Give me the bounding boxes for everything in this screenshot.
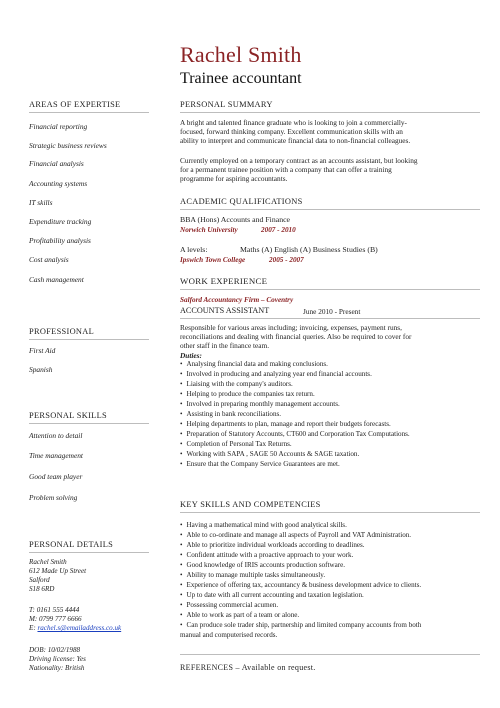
divider bbox=[180, 318, 480, 319]
expertise-item: Accounting systems bbox=[29, 179, 88, 188]
skill-item: Good team player bbox=[29, 472, 83, 481]
college-years: 2005 - 2007 bbox=[269, 256, 304, 264]
address-line: Salford bbox=[29, 576, 50, 584]
duty-item: • Analysing financial data and making conclusions. bbox=[180, 360, 328, 368]
skill-item: Attention to detail bbox=[29, 431, 83, 440]
divider bbox=[29, 339, 149, 340]
alevels-label: A levels: bbox=[180, 245, 208, 254]
summary-line: focused, forward thinking company. Excellent communication skills with an bbox=[180, 127, 403, 136]
driving-license: Driving license: Yes bbox=[29, 655, 86, 663]
summary-line: for a permanent trainee position with a company that can offer a training bbox=[180, 165, 392, 174]
email-prefix: E: bbox=[29, 624, 38, 632]
expertise-item: Financial analysis bbox=[29, 159, 84, 168]
address-line: S18 6RD bbox=[29, 585, 55, 593]
college: Ipswich Town College bbox=[180, 256, 246, 264]
expertise-item: Strategic business reviews bbox=[29, 141, 107, 150]
key-skill-item: • Experience of offering tax, accountancy & business development advice to clients. bbox=[180, 581, 421, 589]
duty-item: • Helping departments to plan, manage and report their budgets forecasts. bbox=[180, 420, 391, 428]
key-skill-item: • Ability to manage multiple tasks simultaneously. bbox=[180, 571, 325, 579]
qualifications-heading: ACADEMIC QUALIFICATIONS bbox=[180, 197, 303, 206]
experience-line: other staff in the finance team. bbox=[180, 341, 270, 350]
experience-line: Responsible for various areas including; invoicing, expenses, payment runs, bbox=[180, 323, 402, 332]
experience-line: reconciliations and dealing with financial queries. Also be required to cover for bbox=[180, 332, 412, 341]
duty-item: • Completion of Personal Tax Returns. bbox=[180, 440, 292, 448]
summary-line: A bright and talented finance graduate who is looking to join a commercially- bbox=[180, 118, 407, 127]
email-link[interactable]: rachel.s@emailaddress.co.uk bbox=[37, 624, 122, 632]
key-skill-item: • Possessing commercial acumen. bbox=[180, 601, 278, 609]
divider bbox=[180, 112, 480, 113]
candidate-name: Rachel Smith bbox=[180, 42, 302, 67]
degree: BBA (Hons) Accounts and Finance bbox=[180, 215, 291, 224]
key-skill-item: • Confident attitude with a proactive approach to your work. bbox=[180, 551, 353, 559]
duty-item: • Working with SAPA , SAGE 50 Accounts & SAGE taxation. bbox=[180, 450, 359, 458]
summary-line: ability to interpret and communicate financial data to non-financial colleagues. bbox=[180, 136, 411, 145]
duty-item: • Helping to produce the companies tax return. bbox=[180, 390, 315, 398]
duty-item: • Liaising with the company's auditors. bbox=[180, 380, 293, 388]
key-skills-heading: KEY SKILLS AND COMPETENCIES bbox=[180, 500, 321, 509]
key-skill-item: • Can produce sole trader ship, partnership and limited company accounts from both bbox=[180, 621, 421, 629]
summary-heading: PERSONAL SUMMARY bbox=[180, 100, 273, 109]
divider bbox=[29, 423, 149, 424]
professional-item: Spanish bbox=[29, 365, 53, 374]
key-skill-item: • Good knowledge of IRIS accounts production software. bbox=[180, 561, 345, 569]
expertise-item: Profitability analysis bbox=[29, 236, 91, 245]
key-skill-continuation: manual and computerised records. bbox=[180, 631, 278, 639]
professional-item: First Aid bbox=[29, 346, 56, 355]
skill-item: Time management bbox=[29, 451, 83, 460]
employer: Salford Accountancy Firm – Coventry bbox=[180, 296, 294, 304]
expertise-heading: AREAS OF EXPERTISE bbox=[29, 100, 121, 109]
personal-skills-heading: PERSONAL SKILLS bbox=[29, 411, 107, 420]
role-dates: June 2010 - Present bbox=[303, 307, 361, 316]
duties-label: Duties: bbox=[180, 351, 202, 360]
key-skill-item: • Having a mathematical mind with good analytical skills. bbox=[180, 521, 347, 529]
duty-item: • Involved in producing and analyzing year end financial accounts. bbox=[180, 370, 372, 378]
mobile: M: 0799 777 6666 bbox=[29, 615, 82, 623]
experience-heading: WORK EXPERIENCE bbox=[180, 276, 268, 286]
divider bbox=[180, 654, 480, 655]
nationality: Nationality: British bbox=[29, 664, 85, 672]
role: ACCOUNTS ASSISTANT bbox=[180, 306, 270, 315]
divider bbox=[29, 552, 149, 553]
dob: DOB: 10/02/1988 bbox=[29, 646, 81, 654]
address-line: Rachel Smith bbox=[29, 558, 67, 566]
university: Norwich University bbox=[180, 226, 238, 234]
alevels: Maths (A) English (A) Business Studies (B) bbox=[240, 245, 378, 254]
divider bbox=[180, 512, 480, 513]
personal-details-heading: PERSONAL DETAILS bbox=[29, 540, 114, 549]
expertise-item: IT skills bbox=[29, 198, 53, 207]
divider bbox=[29, 112, 149, 113]
duty-item: • Ensure that the Company Service Guarantees are met. bbox=[180, 460, 340, 468]
key-skill-item: • Able to work as part of a team or alone. bbox=[180, 611, 299, 619]
address-line: 612 Made Up Street bbox=[29, 567, 87, 575]
divider bbox=[180, 209, 480, 210]
references: REFERENCES – Available on request. bbox=[180, 663, 316, 672]
key-skill-item: • Able to prioritize individual workloads according to deadlines. bbox=[180, 541, 365, 549]
divider bbox=[180, 289, 480, 290]
expertise-item: Expenditure tracking bbox=[29, 217, 92, 226]
skill-item: Problem solving bbox=[29, 493, 78, 502]
expertise-item: Cash management bbox=[29, 275, 84, 284]
telephone: T: 0161 555 4444 bbox=[29, 606, 80, 614]
summary-line: programme for aspiring accountants. bbox=[180, 174, 288, 183]
university-years: 2007 - 2010 bbox=[261, 226, 296, 234]
duty-item: • Involved in preparing monthly management accounts. bbox=[180, 400, 340, 408]
key-skill-item: • Able to co-ordinate and manage all aspects of Payroll and VAT Administration. bbox=[180, 531, 411, 539]
summary-line: Currently employed on a temporary contract as an accounts assistant, but looking bbox=[180, 156, 418, 165]
duty-item: • Assisting in bank reconciliations. bbox=[180, 410, 281, 418]
duty-item: • Preparation of Statutory Accounts, CT600 and Corporation Tax Computations. bbox=[180, 430, 410, 438]
job-title: Trainee accountant bbox=[180, 70, 302, 87]
key-skill-item: • Up to date with all current accounting and taxation legislation. bbox=[180, 591, 364, 599]
professional-heading: PROFESSIONAL bbox=[29, 327, 95, 336]
email-line bbox=[29, 624, 121, 633]
expertise-item: Cost analysis bbox=[29, 255, 69, 264]
expertise-item: Financial reporting bbox=[29, 122, 88, 131]
